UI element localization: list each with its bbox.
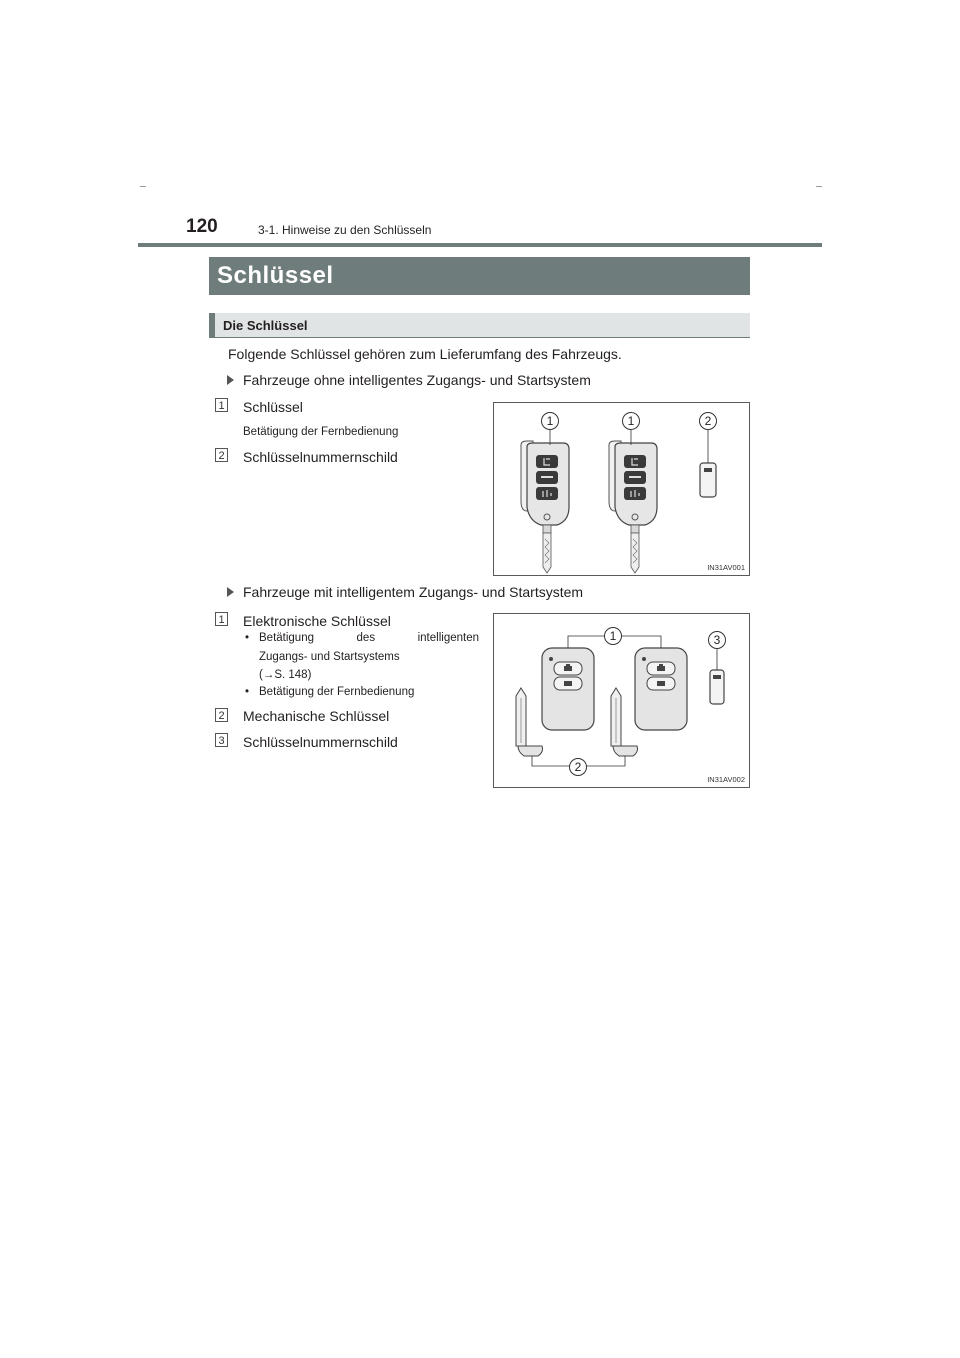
bullet-text-line: Zugangs- und Startsystems xyxy=(259,651,400,663)
header-rule xyxy=(138,243,822,247)
flip-key-icon xyxy=(609,441,657,573)
bullet-symbol: • xyxy=(245,632,250,644)
figure-keys-smart xyxy=(493,613,750,788)
item-number-badge: 2 xyxy=(215,448,228,462)
figure-keys-standard xyxy=(493,402,750,576)
item-number-badge: 2 xyxy=(215,708,228,722)
arrow-bullet-icon xyxy=(227,375,234,385)
figure-callout: 2 xyxy=(699,412,717,430)
figure-code: IN31AV001 xyxy=(707,563,745,572)
group1-heading: Fahrzeuge ohne intelligentes Zugangs- und Startsystem xyxy=(243,372,591,388)
crop-mark-left xyxy=(140,186,146,187)
item-number-badge: 1 xyxy=(215,398,228,412)
intro-text: Folgende Schlüssel gehören zum Lieferumfang des Fahrzeugs. xyxy=(228,346,622,362)
item-number-badge: 1 xyxy=(215,612,228,626)
subsection-heading: Die Schlüssel xyxy=(209,313,750,338)
mechanical-key-icon xyxy=(516,688,543,756)
bullet-word: intelligenten xyxy=(417,632,479,644)
item-label: Schlüssel xyxy=(243,399,303,415)
figure-callout: 1 xyxy=(622,412,640,430)
item-label: Mechanische Schlüssel xyxy=(243,708,390,724)
item-label: Schlüsselnummernschild xyxy=(243,449,398,465)
key-number-plate-icon xyxy=(700,463,716,497)
bullet-word: des xyxy=(356,632,376,644)
flip-key-icon xyxy=(521,441,569,573)
figure-code: IN31AV002 xyxy=(707,775,745,784)
item-label: Schlüsselnummernschild xyxy=(243,734,398,750)
arrow-bullet-icon xyxy=(227,587,234,597)
crop-mark-right xyxy=(816,186,822,187)
smart-key-icon xyxy=(542,648,594,730)
chapter-title: 3-1. Hinweise zu den Schlüsseln xyxy=(258,223,432,237)
mechanical-key-icon xyxy=(611,688,638,756)
bullet-word: Betätigung xyxy=(259,632,314,644)
figure-callout: 3 xyxy=(708,631,726,649)
item-label: Elektronische Schlüssel xyxy=(243,613,391,629)
page-number: 120 xyxy=(186,216,218,237)
section-title: Schlüssel xyxy=(209,257,750,295)
key-number-plate-icon xyxy=(710,670,724,704)
figure-callout: 2 xyxy=(569,758,587,776)
item-note: Betätigung der Fernbedienung xyxy=(243,426,399,438)
cross-reference-link[interactable]: (→S. 148) xyxy=(259,669,312,681)
group2-heading: Fahrzeuge mit intelligentem Zugangs- und Startsystem xyxy=(243,584,584,600)
bullet-text-line: Betätigung der Fernbedienung xyxy=(259,686,415,698)
smart-key-icon xyxy=(635,648,687,730)
figure-callout: 1 xyxy=(541,412,559,430)
bullet-text-line xyxy=(259,632,479,644)
item-number-badge: 3 xyxy=(215,733,228,747)
figure-callout: 1 xyxy=(604,627,622,645)
bullet-symbol: • xyxy=(245,686,250,698)
